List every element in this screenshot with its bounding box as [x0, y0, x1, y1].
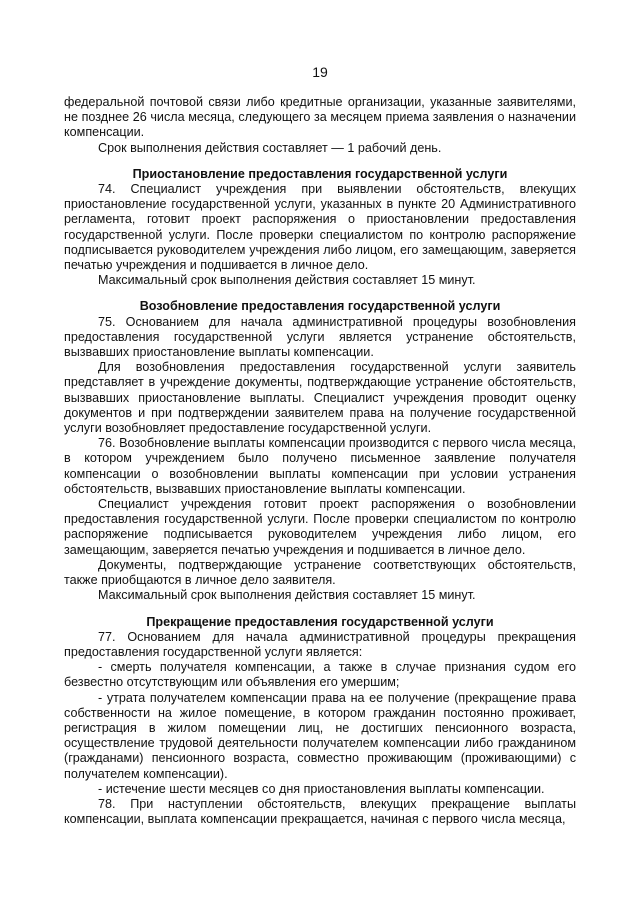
page-number: 19 — [312, 64, 328, 80]
paragraph-74-deadline: Максимальный срок выполнения действия составляет 15 минут. — [98, 273, 476, 288]
intro-paragraph-1: федеральной почтовой связи либо кредитные организации, указанные заявителями, не позднее 26 числа месяца, следующего за месяцем приема заявления о назначении компенсации. — [64, 95, 576, 140]
list-item-loss-of-right: - утрата получателем компенсации права на ее получение (прекращение права собственности на жилое помещение, в котором гражданин постоянно проживает, регистрация в жилом помещении лиц, не достигших пенсионного возраста, осуществление трудовой деятельности получателем компенсации либо гражданином (гражданами) пенсионного возраста, совместно проживающим (проживающими) с получателем компенсации). — [64, 690, 576, 781]
paragraph-76-order: Специалист учреждения готовит проект распоряжения о возобновлении предоставления государственной услуги. После проверки специалистом по контролю распоряжение подписывается руководителем учреждения либо лицом, его замещающим, заверяется печатью учреждения и подшивается в личное дело. — [64, 497, 576, 557]
paragraph-76: 76. Возобновление выплаты компенсации производится с первого числа месяца, в котором учреждением было получено письменное заявление получателя компенсации о возобновлении выплаты компенсации при условии устранения обстоятельств, вызвавших приостановление выплаты компенсации. — [64, 436, 576, 496]
paragraph-75: 75. Основанием для начала административной процедуры возобновления предоставления государственной услуги является устранение обстоятельств, вызвавших приостановление выплаты компенсации. — [64, 314, 576, 360]
paragraph-76-deadline: Максимальный срок выполнения действия составляет 15 минут. — [98, 588, 476, 603]
page-content — [64, 95, 576, 827]
intro-paragraph-2: Срок выполнения действия составляет — 1 рабочий день. — [98, 140, 442, 155]
paragraph-78: 78. При наступлении обстоятельств, влекущих прекращение выплаты компенсации, выплата компенсации прекращается, начиная с первого числа месяца, — [64, 796, 576, 827]
section-heading-suspension: Приостановление предоставления государственной услуги — [132, 166, 508, 181]
paragraph-74: 74. Специалист учреждения при выявлении обстоятельств, влекущих приостановление государственной услуги, указанных в пункте 20 Административного регламента, готовит проект распоряжения о приостановлении предоставления государственной услуги. После проверки специалистом по контролю распоряжение подписывается руководителем учреждения либо лицом, его замещающим, заверяется печатью учреждения и подшивается в личное дело. — [64, 182, 576, 273]
section-heading-termination: Прекращение предоставления государственной услуги — [146, 614, 494, 629]
list-item-death: - смерть получателя компенсации, а также в случае признания судом его безвестно отсутствующим или объявления его умершим; — [64, 660, 576, 690]
paragraph-77: 77. Основанием для начала административной процедуры прекращения предоставления государственной услуги является: — [64, 629, 576, 659]
paragraph-75-documents: Для возобновления предоставления государственной услуги заявитель представляет в учреждение документы, подтверждающие устранение обстоятельств, вызвавших приостановление выплаты. Специалист учреждения проводит оценку документов и при подтверждении заявителем права на получение государственной услуги возобновляет предоставление государственной услуги. — [64, 360, 576, 436]
paragraph-76-attachments: Документы, подтверждающие устранение соответствующих обстоятельств, также приобщаются в личное дело заявителя. — [64, 557, 576, 588]
section-heading-resumption: Возобновление предоставления государственной услуги — [139, 299, 501, 314]
list-item-six-months: - истечение шести месяцев со дня приостановления выплаты компенсации. — [98, 781, 545, 796]
